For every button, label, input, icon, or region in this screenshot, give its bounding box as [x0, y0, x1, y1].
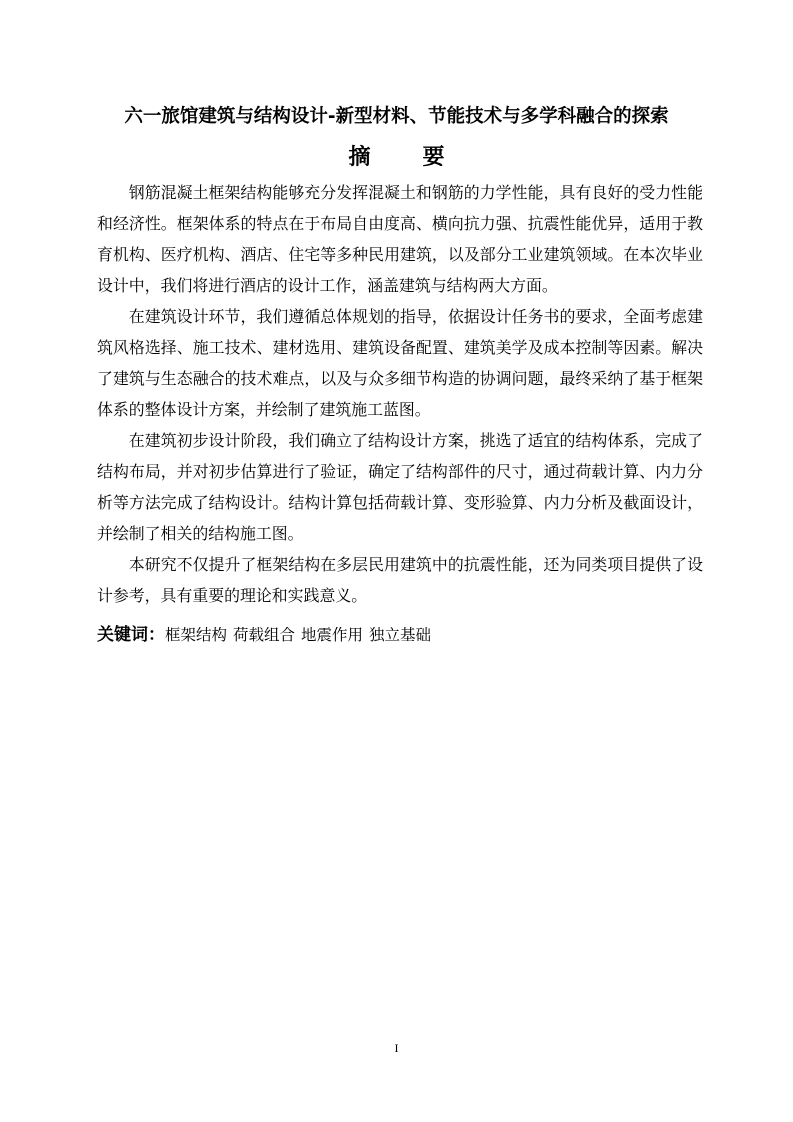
abstract-heading	[0, 142, 793, 174]
abstract-paragraph-2: 在建筑设计环节，我们遵循总体规划的指导，依据设计任务书的要求，全面考虑建筑风格选择、施工技术、建材选用、建筑设备配置、建筑美学及成本控制等因素。解决了建筑与生态融合的技术难点，以及与众多细节构造的协调问题，最终采纳了基于框架体系的整体设计方案，并绘制了建筑施工蓝图。	[97, 307, 703, 419]
abstract-paragraph-1: 钢筋混凝土框架结构能够充分发挥混凝土和钢筋的力学性能，具有良好的受力性能和经济性。框架体系的特点在于布局自由度高、横向抗力强、抗震性能优异，适用于教育机构、医疗机构、酒店、住宅等多种民用建筑，以及部分工业建筑领域。在本次毕业设计中，我们将进行酒店的设计工作，涵盖建筑与结构两大方面。	[97, 183, 703, 295]
document-title: 六一旅馆建筑与结构设计-新型材料、节能技术与多学科融合的探索	[124, 106, 669, 127]
abstract-body	[97, 177, 703, 611]
page-number: I	[394, 1041, 399, 1055]
keywords-line	[97, 622, 703, 648]
keyword-item: 地震作用	[301, 626, 364, 644]
abstract-paragraph-4: 本研究不仅提升了框架结构在多层民用建筑中的抗震性能，还为同类项目提供了设计参考，具有重要的理论和实践意义。	[97, 555, 703, 605]
keyword-item: 荷载组合	[233, 626, 296, 644]
keywords-label: 关键词：	[97, 625, 165, 645]
keyword-item: 独立基础	[369, 626, 432, 644]
abstract-heading-char-1: 摘	[348, 145, 371, 170]
abstract-heading-char-2: 要	[422, 145, 445, 170]
keyword-item: 框架结构	[165, 626, 228, 644]
abstract-paragraph-3: 在建筑初步设计阶段，我们确立了结构设计方案，挑选了适宜的结构体系，完成了结构布局，并对初步估算进行了验证，确定了结构部件的尺寸，通过荷载计算、内力分析等方法完成了结构设计。结构计算包括荷载计算、变形验算、内力分析及截面设计，并绘制了相关的结构施工图。	[97, 431, 703, 543]
